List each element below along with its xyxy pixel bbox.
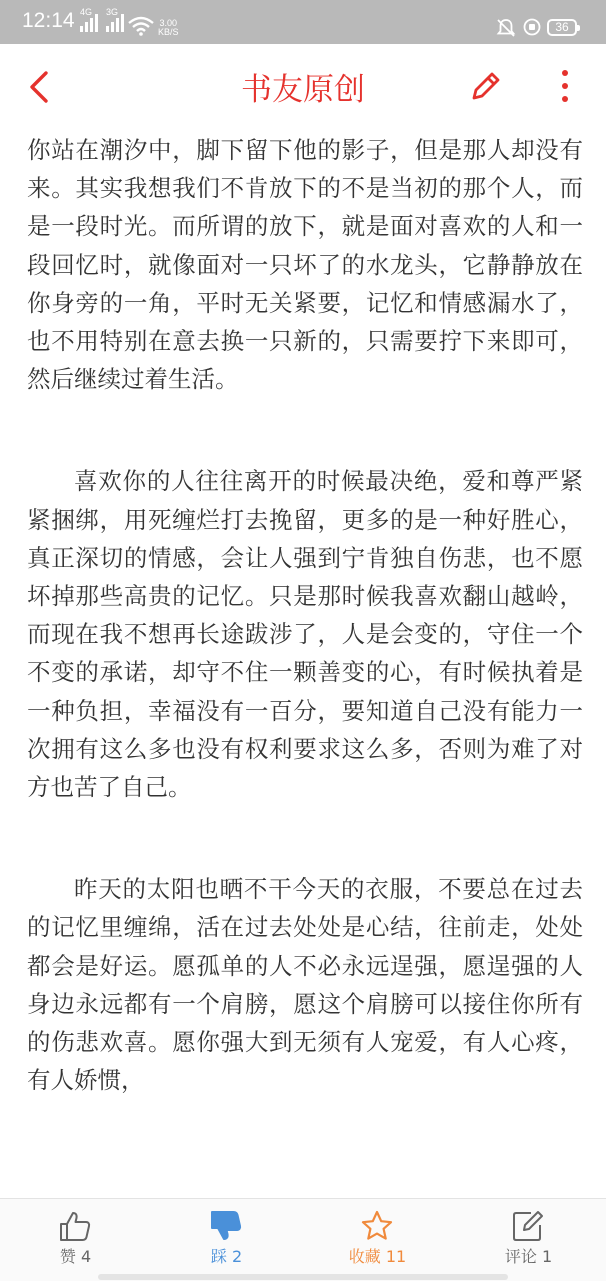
- speed-unit: KB/S: [158, 27, 179, 37]
- thumbs-up-icon: [58, 1210, 92, 1242]
- status-bar: [0, 0, 606, 44]
- like-button[interactable]: [0, 1199, 151, 1275]
- article-body: [27, 131, 583, 1197]
- pencil-icon[interactable]: [469, 69, 503, 103]
- dislike-label: 踩 2: [210, 1247, 243, 1266]
- dislike-button[interactable]: [151, 1199, 302, 1275]
- thumbs-down-icon: [209, 1210, 243, 1242]
- ring-icon: [523, 18, 541, 36]
- signal-icon: [106, 7, 124, 32]
- page-title: 书友原创: [241, 72, 365, 108]
- star-icon: [360, 1210, 394, 1242]
- favorite-label: 收藏 11: [348, 1247, 407, 1266]
- signal-label-4g: 4G: [80, 7, 93, 17]
- battery-icon: 36: [547, 19, 577, 36]
- signal-label-3g: 3G: [106, 7, 119, 17]
- status-time: 12:14: [22, 9, 75, 32]
- top-nav-bar: [0, 44, 606, 130]
- bottom-action-bar: [0, 1198, 606, 1281]
- gesture-bar: [98, 1274, 508, 1280]
- more-vertical-icon[interactable]: [556, 68, 574, 104]
- comment-label: 评论 1: [504, 1247, 553, 1266]
- favorite-button[interactable]: [302, 1199, 453, 1275]
- comment-edit-icon: [511, 1210, 545, 1242]
- article-paragraph: 喜欢你的人往往离开的时候最决绝，爱和尊严紧紧捆绑，用死缠烂打去挽留，更多的是一种好胜心，真正深切的情感，会让人强到宁肯独自伤悲，也不愿坏掉那些高贵的记忆。只是那时候我喜欢翻山越岭，而现在我不想再长途跋涉了，人是会变的，守住一个不变的承诺，却守不住一颗善变的心，有时候执着是一种负担，幸福没有一百分，要知道自己没有能力一次拥有这么多也没有权利要求这么多，否则为难了对方也苦了自己。: [27, 467, 583, 802]
- article-paragraph: 昨天的太阳也晒不干今天的衣服，不要总在过去的记忆里缠绵，活在过去处处是心结，往前走，处处都会是好运。愿孤单的人不必永远逞强，愿逞强的人身边永远都有一个肩膀，愿这个肩膀可以接住你所有的伤悲欢喜。愿你强大到无须有人宠爱，有人心疼，有人娇惯，: [27, 875, 583, 1095]
- bell-muted-icon: [496, 18, 516, 38]
- network-speed: [158, 19, 179, 37]
- comment-button[interactable]: [453, 1199, 604, 1275]
- wifi-icon: [128, 16, 154, 36]
- article-paragraph: 你站在潮汐中，脚下留下他的影子，但是那人却没有来。其实我想我们不肯放下的不是当初的那个人，而是一段时光。而所谓的放下，就是面对喜欢的人和一段回忆时，就像面对一只坏了的水龙头，它静静放在你身旁的一角，平时无关紧要，记忆和情感漏水了，也不用特别在意去换一只新的，只需要拧下来即可，然后继续过着生活。: [27, 136, 583, 394]
- like-label: 赞 4: [59, 1247, 92, 1266]
- signal-icon: [80, 7, 98, 32]
- speed-value: 3.00: [159, 18, 178, 28]
